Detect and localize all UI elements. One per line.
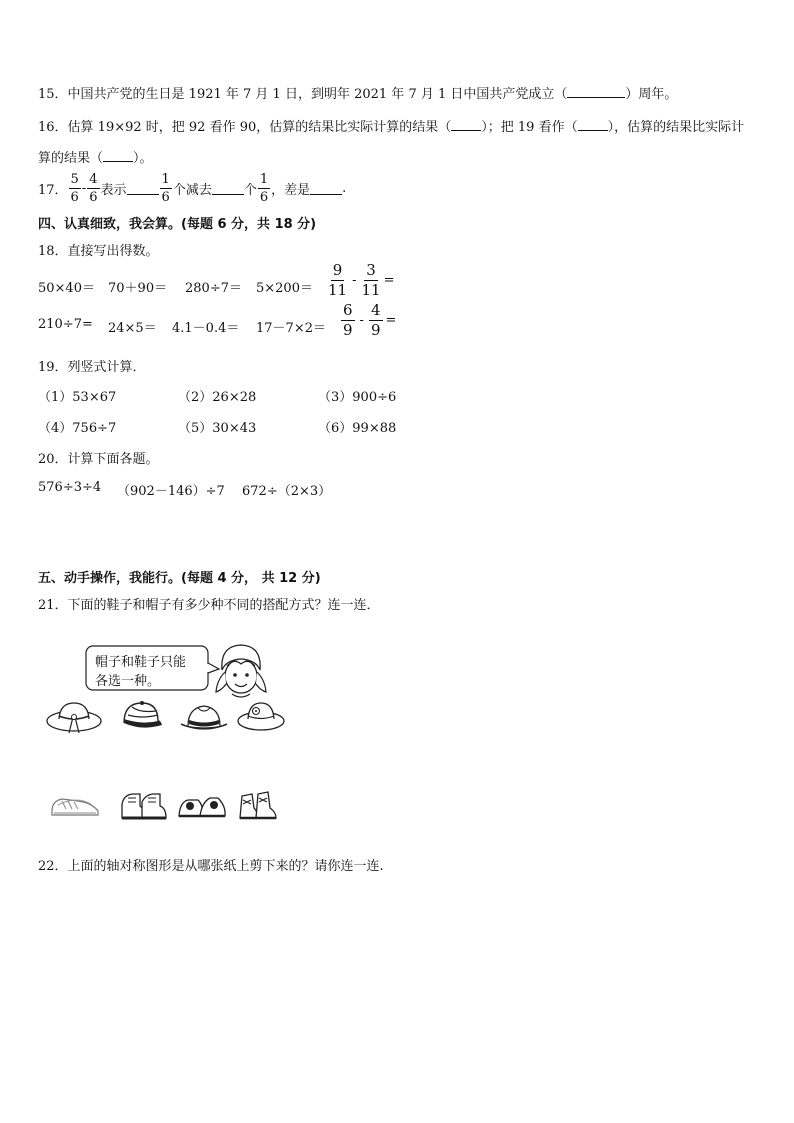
q20-item-1: 576÷3÷4 <box>38 480 102 495</box>
question-15 <box>38 83 677 102</box>
section-5-title: 五、动手操作，我能行。(每题 4 分， 共 12 分) <box>38 571 321 586</box>
q15-text-b: ）周年。 <box>625 87 678 102</box>
q18-row1-item-3: 280÷7＝ <box>185 281 242 296</box>
q18-row1-op: - <box>352 273 357 288</box>
q18-row1-fraction-expression <box>327 263 395 298</box>
question-17 <box>38 173 346 204</box>
question-16-line2 <box>38 147 153 166</box>
cap-icon <box>118 697 166 737</box>
q20-item-2: （902－146）÷7 <box>117 484 225 499</box>
q18-row2-fraction-a: $\frac{6}{9}$ <box>343 301 353 339</box>
q18-row1-eq: = <box>383 273 395 288</box>
hat-icon-2 <box>236 697 286 737</box>
q21-title: 21．下面的鞋子和帽子有多少种不同的搭配方式？连一连． <box>38 598 380 613</box>
q19-item-6: （6）99×88 <box>318 421 397 436</box>
q16-text-c: ），估算的结果比实际计 <box>607 120 745 135</box>
bubble-text-line2: 各选一种。 <box>95 674 161 689</box>
q18-row2-item-4: 17－7×2＝ <box>256 321 326 336</box>
q17-text-3: 个 <box>243 183 257 198</box>
q20-item-3: 672÷（2×3） <box>242 484 332 499</box>
q18-row2-fraction-expression <box>340 303 396 338</box>
q16-text-d: 算的结果（ <box>38 151 104 166</box>
q16-text-e: ）。 <box>133 151 153 166</box>
q18-row1-fraction-a: $\frac{9}{11}$ <box>328 261 348 299</box>
q19-title: 19．列竖式计算． <box>38 360 146 375</box>
q17-text-1: 表示 <box>100 183 127 198</box>
bubble-text-line1: 帽子和鞋子只能 <box>95 655 187 670</box>
q22-title: 22．上面的轴对称图形是从哪张纸上剪下来的？请你连一连. <box>38 859 384 874</box>
q17-fraction-2: $\frac{4}{6}$ <box>89 172 98 205</box>
hat-icon <box>45 697 103 739</box>
q18-row2-item-1: 210÷7= <box>38 317 93 332</box>
section-4-title: 四、认真细致，我会算。(每题 6 分，共 18 分) <box>38 217 317 232</box>
q17-fraction-1: $\frac{5}{6}$ <box>70 172 79 205</box>
q17-text-2: 个减去 <box>172 183 212 198</box>
fedora-icon <box>178 700 230 736</box>
q17-text-5: . <box>342 181 347 196</box>
q18-row1-item-4: 5×200＝ <box>256 281 313 296</box>
question-16-line1 <box>38 116 744 135</box>
speech-bubble <box>85 645 211 691</box>
q16-answer-blank-2[interactable] <box>578 118 608 131</box>
q16-answer-blank-3[interactable] <box>103 149 133 162</box>
q18-row2-op: - <box>359 313 364 328</box>
q18-title: 18．直接写出得数。 <box>38 244 159 259</box>
q18-row2-fraction-b: $\frac{4}{9}$ <box>370 301 381 339</box>
q16-answer-blank-1[interactable] <box>451 118 481 131</box>
q19-item-4: （4）756÷7 <box>38 421 117 436</box>
boot-icon <box>118 790 170 824</box>
q20-title: 20．计算下面各题。 <box>38 452 159 467</box>
q18-row2-item-3: 4.1－0.4＝ <box>172 321 240 336</box>
sneaker-icon <box>176 790 228 824</box>
q17-text-4: ，差是 <box>271 183 311 198</box>
q17-answer-blank-1[interactable] <box>127 182 159 195</box>
q19-item-5: （5）30×43 <box>178 421 257 436</box>
q16-text-a: 16．估算 19×92 时，把 92 看作 90，估算的结果比实际计算的结果（ <box>38 120 452 135</box>
q19-item-1: （1）53×67 <box>38 390 117 405</box>
q17-fraction-4: $\frac{1}{6}$ <box>259 172 269 205</box>
q18-row2-item-2: 24×5＝ <box>108 321 157 336</box>
q18-row2-eq: = <box>385 313 397 328</box>
q17-fraction-3: $\frac{1}{6}$ <box>161 172 170 205</box>
q17-answer-blank-3[interactable] <box>310 182 342 195</box>
girl-icon <box>212 640 270 702</box>
q19-item-3: （3）900÷6 <box>318 390 397 405</box>
shoe-icon <box>48 791 102 821</box>
q18-row1-item-1: 50×40＝ <box>38 281 95 296</box>
sandal-boot-icon <box>236 788 278 824</box>
q19-item-2: （2）26×28 <box>178 390 257 405</box>
q18-row1-item-2: 70＋90＝ <box>108 281 168 296</box>
q16-text-b: ）；把 19 看作（ <box>481 120 578 135</box>
q15-text-a: 15．中国共产党的生日是 1921 年 7 月 1 日，到明年 2021 年 7 月 1 日中国共产党成立（ <box>38 87 568 102</box>
q17-label: 17． <box>38 183 68 198</box>
q18-row1-fraction-b: $\frac{3}{11}$ <box>361 261 381 299</box>
q15-answer-blank[interactable] <box>567 85 625 98</box>
q17-minus: - <box>81 181 87 196</box>
q17-answer-blank-2[interactable] <box>212 182 244 195</box>
